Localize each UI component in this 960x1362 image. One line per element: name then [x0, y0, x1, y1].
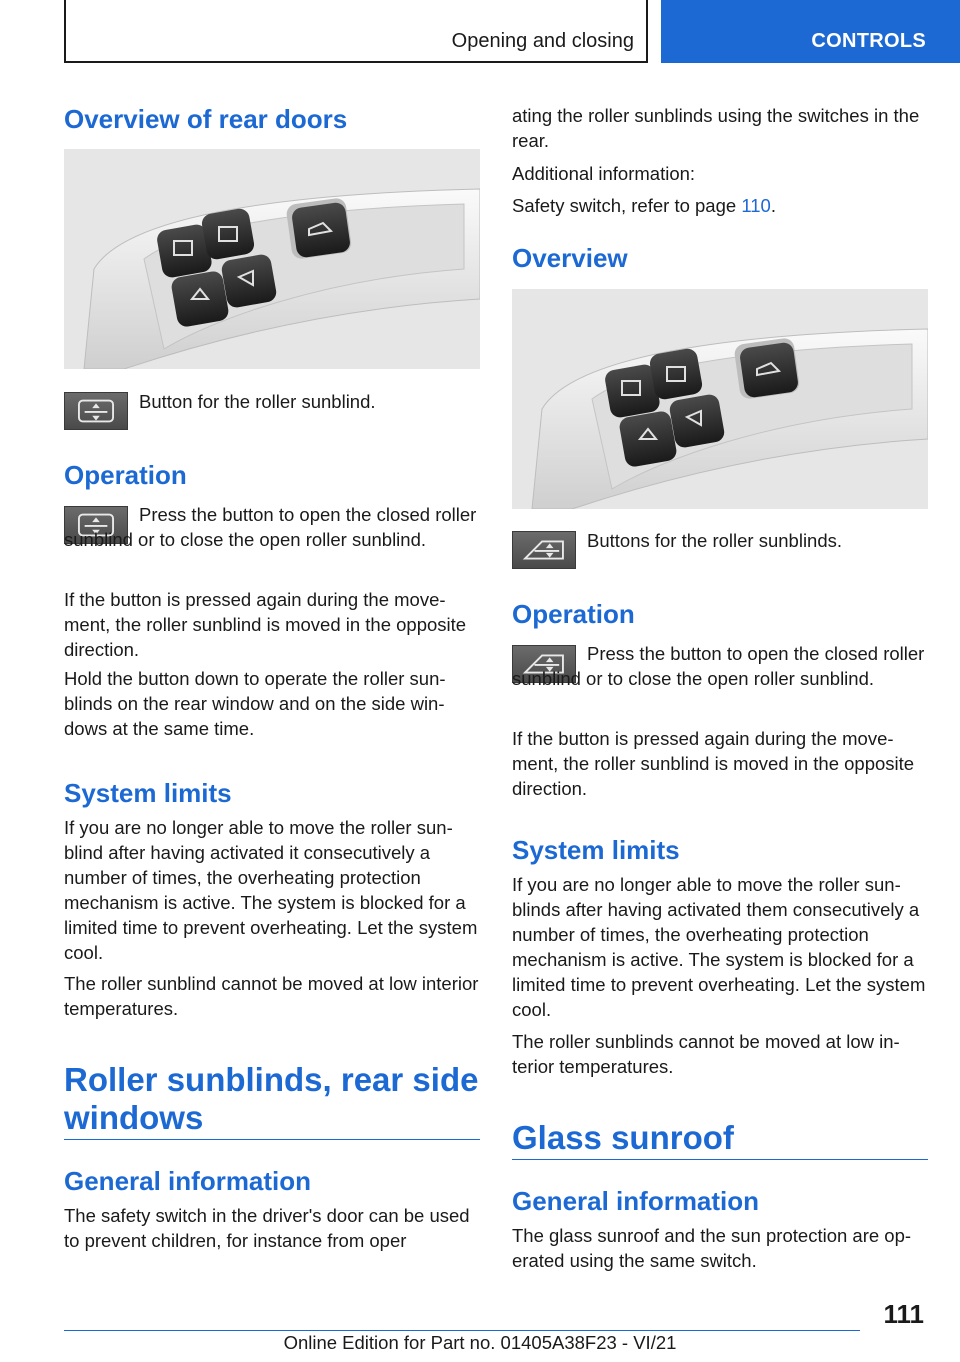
photo-rear-door-switches: [64, 149, 480, 369]
text-safety-switch: Safety switch, refer to page 110.: [512, 195, 776, 216]
rear-window-sunblind-icon: [64, 392, 128, 430]
heading-general-information: General information: [64, 1166, 312, 1196]
text-continued: ating the roller sunblinds using the switches in the rear.: [512, 105, 920, 151]
caption-rear-button: Button for the roller sunblind.: [139, 391, 376, 412]
chapter-title: CONTROLS: [811, 30, 926, 52]
text-operation-2: If the button is pressed again during the movement, the roller sunblind is moved in the opposite direction.: [512, 728, 915, 799]
switch-panel-illustration: [64, 149, 480, 369]
footer-edition: Online Edition for Part no. 01405A38F23 - VI/21: [283, 1332, 677, 1353]
photo-side-window-switches: [512, 289, 928, 509]
text-general-1: The glass sunroof and the sun protection are operated using the same switch.: [512, 1225, 912, 1271]
heading-operation: Operation: [512, 599, 635, 629]
text-operation-1: Press the button to open the closed roller sunblind or to close the open roller sunblind.: [512, 643, 925, 689]
header-chapter-box: [661, 0, 960, 63]
heading-system-limits: System limits: [64, 778, 232, 808]
text-limits-2: The roller sunblinds cannot be moved at low interior temperatures.: [512, 1031, 900, 1077]
heading-system-limits: System limits: [512, 835, 680, 865]
heading-general-information: General information: [512, 1186, 760, 1216]
text-operation-3: Hold the button down to operate the roller sunblinds on the rear window and on the side windows at the same time.: [64, 668, 446, 739]
page-number: 111: [883, 1299, 924, 1329]
footer-rule: [64, 1330, 860, 1331]
heading-glass-sunroof: Glass sunroof: [512, 1119, 734, 1156]
text-limits-1: If you are no longer able to move the roller sunblinds after having activated them consecutively a number of times, the overheating protection mechanism is active. The system is blocked for a limited time to prevent overheating. Let the system cool.: [512, 874, 926, 1020]
heading-overview-rear-doors: Overview of rear doors: [64, 104, 348, 134]
caption-side-buttons: Buttons for the roller sunblinds.: [587, 530, 843, 551]
text-general-1: The safety switch in the driver's door can be used to prevent children, for instance from oper: [64, 1205, 470, 1251]
heading-operation: Operation: [64, 460, 187, 490]
switch-panel-illustration: [512, 289, 928, 509]
text-operation-2: If the button is pressed again during the movement, the roller sunblind is moved in the opposite direction.: [64, 589, 467, 660]
header-section-box: [64, 0, 648, 63]
text-limits-2: The roller sunblind cannot be moved at low interior temperatures.: [64, 973, 479, 1019]
heading-overview: Overview: [512, 243, 628, 273]
rear-window-sunblind-icon-glyph: [65, 393, 127, 429]
heading-roller-sunblinds-rear-side: Roller sunblinds, rear side windows: [64, 1061, 479, 1136]
page-reference-link[interactable]: 110: [741, 195, 771, 216]
text-limits-1: If you are no longer able to move the roller sunblind after having activated it consecutively a number of times, the overheating protection mechanism is active. The system is blocked for a limited time to prevent overheating. Let the system cool.: [64, 817, 478, 963]
text-operation-1: Press the button to open the closed roller sunblind or to close the open roller sunblind.: [64, 504, 477, 550]
section-title: Opening and closing: [451, 30, 634, 52]
heading-rule: [512, 1159, 928, 1160]
side-window-sunblind-icon: [512, 531, 576, 569]
text-additional-info: Additional information:: [512, 163, 696, 184]
side-window-sunblind-icon-glyph: [513, 532, 575, 568]
heading-rule: [64, 1139, 480, 1140]
